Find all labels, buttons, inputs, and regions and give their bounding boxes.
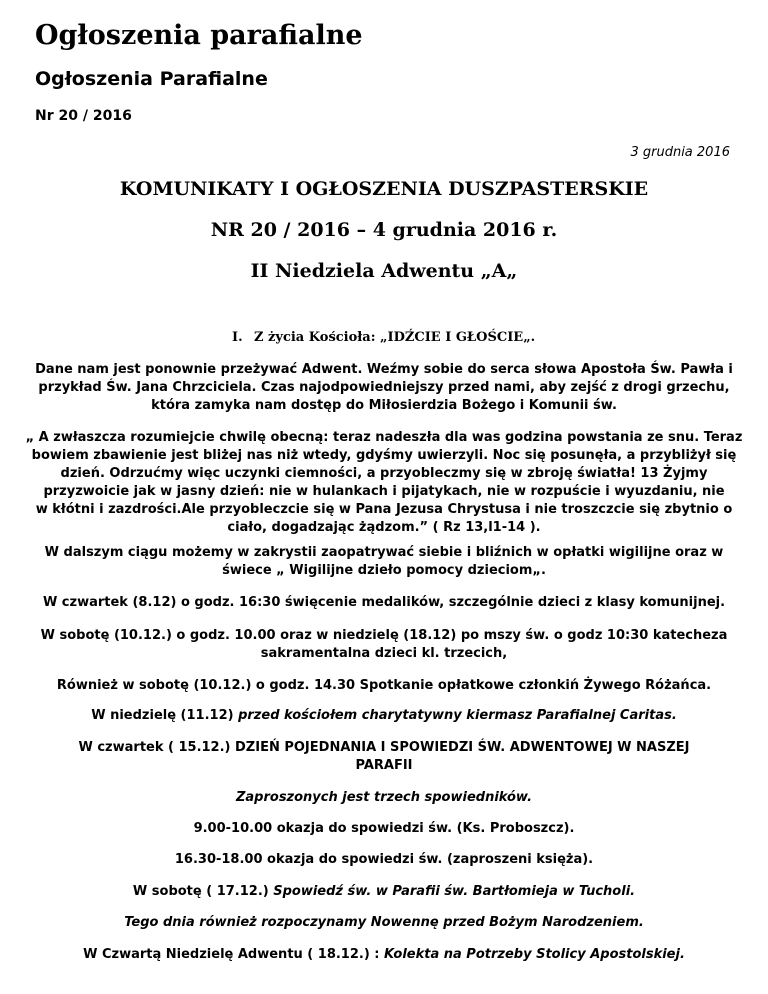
caritas-text: przed kościołem charytatywny kiermasz Parafialnej Caritas. [238,708,677,723]
section-number: I. [232,330,243,345]
intro-line: Dane nam jest ponownie przeżywać Adwent. Weźmy sobie do serca słowa Apostoła Św. Pawła i [35,362,733,377]
tuchola-prefix: W sobotę ( 17.12.) [132,884,274,899]
document-subtitle: Ogłoszenia Parafialne [35,68,268,90]
issue-date: 3 grudnia 2016 [630,145,730,160]
wafers-announcement [20,544,748,580]
collection-text: Kolekta na Potrzeby Stolicy Apostolskiej. [384,947,685,962]
intro-paragraph [20,361,748,415]
collection-prefix: W Czwartą Niedzielę Adwentu ( 18.12.) : [83,947,385,962]
tuchola-announcement [20,883,748,901]
sunday-heading: II Niedziela Adwentu „A„ [250,260,518,282]
issue-number: Nr 20 / 2016 [35,108,132,124]
announcement-line: sakramentalna dzieci kl. trzecich, [260,646,508,661]
caritas-prefix: W niedzielę (11.12) [91,708,239,723]
intro-line: przykład Św. Jana Chrzciciela. Czas najodpowiedniejszy przed nami, aby zejść z drogi grzechu, [38,380,730,395]
collection-announcement [20,946,748,964]
announcement-line: PARAFII [355,758,413,773]
section-heading [232,330,535,345]
quote-line: ciało, dogadzając żądzom.” ( Rz 13,l1-14 ). [227,520,541,535]
intro-line: która zamyka nam dostęp do Miłosierdzia Bożego i Komunii św. [151,398,617,413]
main-heading: KOMUNIKATY I OGŁOSZENIA DUSZPASTERSKIE [119,178,649,200]
catechesis-announcement [20,627,748,663]
issue-heading: NR 20 / 2016 – 4 grudnia 2016 r. [210,219,558,241]
novena-announcement: Tego dnia również rozpoczynamy Nowennę przed Bożym Narodzeniem. [124,915,644,930]
quote-line: bowiem zbawienie jest bliżej nas niż wtedy, gdyśmy uwierzyli. Noc się posunęła, a przybliżył się [31,448,737,463]
caritas-announcement [20,707,748,725]
tuchola-text: Spowiedź św. w Parafii św. Bartłomieja w Tucholi. [273,884,636,899]
section-title: Z życia Kościoła: „IDŹCIE I GŁOŚCIE„. [254,330,536,345]
confession-day-announcement [20,739,748,775]
scripture-quote [20,429,748,537]
quote-line: dzień. Odrzućmy więc uczynki ciemności, a przyobleczmy się w zbroję światła! 13 Żyjmy [60,466,708,481]
confessors-note: Zaproszonych jest trzech spowiedników. [235,790,533,805]
announcement-line: W czwartek ( 15.12.) DZIEŃ POJEDNANIA I SPOWIEDZI ŚW. ADWENTOWEJ W NASZEJ [78,740,690,755]
document-title: Ogłoszenia parafialne [35,20,363,51]
rosary-announcement: Również w sobotę (10.12.) o godz. 14.30 Spotkanie opłatkowe członkiń Żywego Różańca. [56,678,712,693]
quote-line: przyzwoicie jak w jasny dzień: nie w hulankach i pijatykach, nie w rozpuście i wyuzdaniu, nie [43,484,725,499]
announcement-line: świece „ Wigilijne dzieło pomocy dzieciom„. [222,563,546,578]
announcement-line: W dalszym ciągu możemy w zakrystii zaopatrywać siebie i bliźnich w opłatki wigilijne oraz w [44,545,724,560]
announcement-line: W sobotę (10.12.) o godz. 10.00 oraz w niedzielę (18.12) po mszy św. o godz 10:30 katecheza [40,628,728,643]
confession-slot-2: 16.30-18.00 okazja do spowiedzi św. (zaproszeni księża). [174,852,594,867]
quote-line: „ A zwłaszcza rozumiejcie chwilę obecną: teraz nadeszła dla was godzina powstania ze snu. Teraz [25,430,743,445]
confession-slot-1: 9.00-10.00 okazja do spowiedzi św. (Ks. Proboszcz). [193,821,575,836]
quote-line: w kłótni i zazdrości.Ale przyobleczcie się w Pana Jezusa Chrystusa i nie troszczcie się zbytnio o [35,502,733,517]
medals-announcement: W czwartek (8.12) o godz. 16:30 święcenie medalików, szczególnie dzieci z klasy komunijnej. [42,595,726,610]
